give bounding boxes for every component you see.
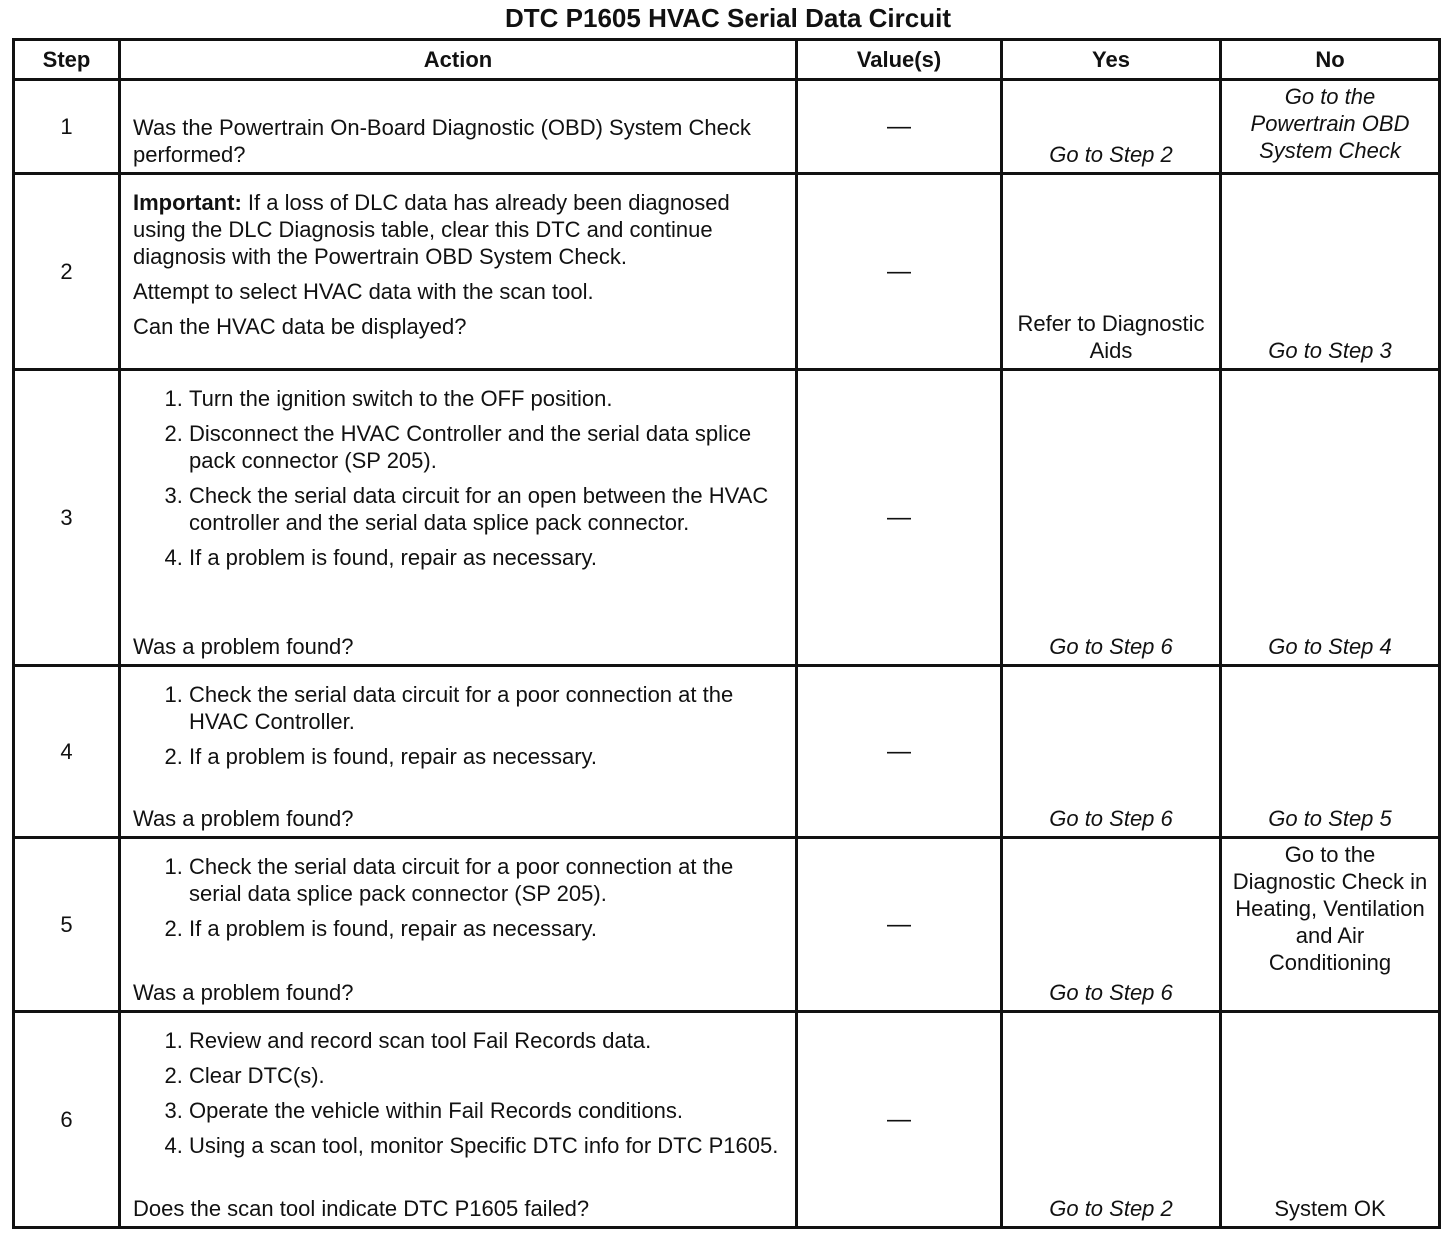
action-question: Was a problem found?: [133, 806, 354, 831]
step-number: 3: [14, 370, 120, 666]
header-step: Step: [14, 40, 120, 80]
action-steps: [133, 385, 783, 571]
no-text: Go to the Diagnostic Check in Heating, Ventilation and Air Conditioning: [1232, 842, 1428, 975]
list-item: 2. If a problem is found, repair as necessary.: [189, 915, 783, 942]
action-cell: [120, 1012, 797, 1228]
value-cell: —: [797, 370, 1002, 666]
list-item: 4. Using a scan tool, monitor Specific DTC info for DTC P1605.: [189, 1132, 783, 1159]
important-text: If a loss of DLC data has already been diagnosed using the DLC Diagnosis table, clear this DTC and continue diagnosis with the Powertrain OBD System Check.: [133, 190, 730, 269]
important-label: Important:: [133, 190, 242, 215]
yes-cell: Go to Step 2: [1002, 80, 1221, 174]
important-note: [133, 189, 783, 270]
action-question: Can the HVAC data be displayed?: [133, 314, 467, 339]
page-title: DTC P1605 HVAC Serial Data Circuit: [505, 3, 951, 33]
list-item: 2. Clear DTC(s).: [189, 1062, 783, 1089]
value-cell: —: [797, 1012, 1002, 1228]
header-no: No: [1221, 40, 1440, 80]
list-item: 1. Check the serial data circuit for a poor connection at the serial data splice pack connector (SP 205).: [189, 853, 783, 907]
action-cell: [120, 80, 797, 174]
action-steps: [133, 1027, 783, 1159]
yes-cell: Refer to Diagnostic Aids: [1002, 174, 1221, 370]
list-item: 2. If a problem is found, repair as necessary.: [189, 743, 783, 770]
action-instruction: Attempt to select HVAC data with the scan tool.: [133, 279, 594, 304]
action-question: Was a problem found?: [133, 634, 354, 659]
table-row: [14, 838, 1440, 1012]
yes-cell: Go to Step 6: [1002, 838, 1221, 1012]
no-cell: [1221, 838, 1440, 1012]
step-number: 4: [14, 666, 120, 838]
list-item: 3. Operate the vehicle within Fail Records conditions.: [189, 1097, 783, 1124]
no-cell: Go to Step 5: [1221, 666, 1440, 838]
value-cell: —: [797, 174, 1002, 370]
no-cell: System OK: [1221, 1012, 1440, 1228]
no-cell: Go to Step 3: [1221, 174, 1440, 370]
list-item: 1. Check the serial data circuit for a poor connection at the HVAC Controller.: [189, 681, 783, 735]
step-number: 1: [14, 80, 120, 174]
value-cell: —: [797, 838, 1002, 1012]
action-cell: [120, 838, 797, 1012]
yes-cell: Go to Step 6: [1002, 370, 1221, 666]
no-text: Go to the Powertrain OBD System Check: [1250, 84, 1410, 163]
action-question: Was a problem found?: [133, 980, 354, 1005]
value-cell: —: [797, 666, 1002, 838]
step-number: 5: [14, 838, 120, 1012]
no-cell: Go to Step 4: [1221, 370, 1440, 666]
action-question: Was the Powertrain On-Board Diagnostic (OBD) System Check performed?: [133, 115, 751, 167]
yes-cell: Go to Step 6: [1002, 666, 1221, 838]
list-item: 3. Check the serial data circuit for an open between the HVAC controller and the serial data splice pack connector.: [189, 482, 783, 536]
value-cell: —: [797, 80, 1002, 174]
table-row: [14, 80, 1440, 174]
header-row: [14, 40, 1440, 80]
no-cell: [1221, 80, 1440, 174]
list-item: 2. Disconnect the HVAC Controller and the serial data splice pack connector (SP 205).: [189, 420, 783, 474]
header-values: Value(s): [797, 40, 1002, 80]
yes-cell: Go to Step 2: [1002, 1012, 1221, 1228]
list-item: 1. Review and record scan tool Fail Records data.: [189, 1027, 783, 1054]
list-item: 4. If a problem is found, repair as necessary.: [189, 544, 783, 571]
action-steps: [133, 681, 783, 770]
table-row: [14, 174, 1440, 370]
list-item: 1. Turn the ignition switch to the OFF position.: [189, 385, 783, 412]
action-question: Does the scan tool indicate DTC P1605 failed?: [133, 1196, 590, 1221]
header-action: Action: [120, 40, 797, 80]
step-number: 2: [14, 174, 120, 370]
step-number: 6: [14, 1012, 120, 1228]
diagnostic-table: [12, 38, 1441, 1229]
table-row: [14, 666, 1440, 838]
header-yes: Yes: [1002, 40, 1221, 80]
action-cell: [120, 370, 797, 666]
table-row: [14, 1012, 1440, 1228]
table-row: [14, 370, 1440, 666]
action-cell: [120, 174, 797, 370]
action-steps: [133, 853, 783, 942]
action-cell: [120, 666, 797, 838]
